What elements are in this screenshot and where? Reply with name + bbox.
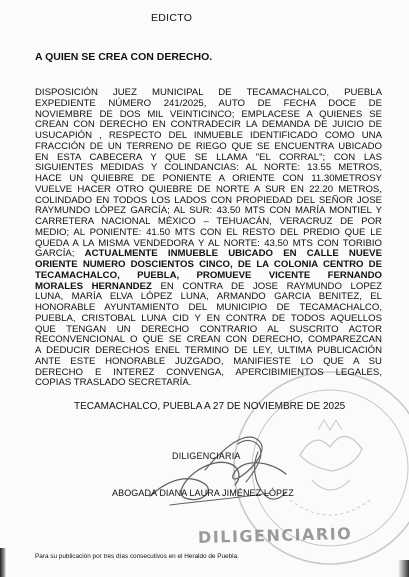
body-text-bold: MORALES HERNANDEZ: [35, 280, 152, 292]
publication-footer-note: Para su publicación por tres días consecutivos en el Heraldo de Puebla.: [35, 553, 239, 560]
document-title: EDICTO: [151, 12, 193, 24]
scan-edge-shadow: [398, 560, 409, 577]
body-text: LUNA, MARÍA ELVA LÓPEZ LUNA, ARMANDO GARCIA BENITEZ, EL: [35, 291, 382, 303]
body-text: DERECHO E INTEREZ CONVENGA, APERCIBIMIENTOS LEGALES,: [35, 366, 382, 378]
body-text: A DEDUCIR DERECHOS ENEL TERMINO DE LEY, ULTIMA PUBLICACIÓN: [35, 345, 382, 356]
place-and-date: TECAMACHALCO, PUEBLA A 27 DE NOVIEMBRE DE 2025: [74, 401, 346, 412]
addressee-heading: A QUIEN SE CREA CON DERECHO.: [35, 51, 213, 63]
body-text-bold: ACTUALMENTE INMUEBLE UBICADO EN CALLE NUEVE: [84, 248, 382, 260]
body-text: CARRETERA NACIONAL MÉXICO – TEHUACÁN, VERACRUZ DE POR: [35, 216, 382, 227]
diligenciario-stamp: DILIGENCIARIO: [197, 523, 353, 548]
body-text: GARCÍA;: [35, 248, 85, 260]
body-text: COLINDADO EN TODOS LOS LADOS CON PROPIEDAD DEL SEÑOR JOSE: [35, 194, 382, 206]
body-text: HONORABLE AYUNTAMIENTO DEL MUNICIPIO DE TECAMACHALCO,: [35, 302, 382, 313]
body-text: RECONVENCIONAL O QUE SE CREAN CON DERECHO, COMPAREZCAN: [35, 334, 382, 346]
body-text: SIGUIENTES MEDIDAS Y COLINDANCIAS: AL NORTE: 13.55 METROS,: [35, 162, 382, 174]
body-text-bold: TECAMACHALCO, PUEBLA, PROMUEVE VICENTE FERNANDO: [35, 269, 382, 281]
body-text: EN CONTRA DE JOSE RAYMUNDO LOPEZ: [151, 280, 382, 292]
body-text: MEDIO; AL PONIENTE: 41.50 MTS CON EL RESTO DEL PREDIO QUE LE: [35, 226, 382, 238]
body-text: FRACCIÓN DE UN TERRENO DE RIEGO QUE SE ENCUENTRA UBICADO: [35, 140, 382, 152]
body-line: [35, 378, 382, 389]
body-text: QUE TENGAN UN DERECHO CONTRARIO AL SUSCRITO ACTOR: [35, 323, 382, 335]
scan-edge-shadow: [0, 548, 6, 577]
body-text: ANTE ESTE HONORABLE JUZGADO, MANIFIESTE LO QUE A SU: [35, 355, 382, 367]
body-text: VUELVE HACER OTRO QUIEBRE DE NORTE A SUR EN 22.20 METROS,: [35, 183, 382, 195]
body-text: NOVIEMBRE DE DOS MIL VEINTICINCO; EMPLACESE A QUIENES SE: [35, 108, 382, 120]
body-text-bold: ORIENTE NUMERO DOSCIENTOS CINCO, DE LA COLONIA CENTRO DE: [35, 259, 382, 270]
body-text: EXPEDIENTE NÚMERO 241/2025, AUTO DE FECHA DOCE DE: [35, 97, 382, 109]
signatory-name: ABOGADA DIANA LAURA JIMÉNEZ LÓPEZ: [112, 488, 294, 498]
body-text: COPIAS TRASLADO SECRETARÍA.: [35, 377, 192, 389]
body-text: PUEBLA, CRISTOBAL LUNA CID Y EN CONTRA DE TODOS AQUELLOS: [35, 312, 382, 324]
body-text: RAYMUNDO LÓPEZ GARCÍA; AL SUR: 43.50 MTS CON MARÍA MONTIEL Y: [35, 205, 382, 217]
body-text: QUEDA A LA MISMA VENDEDORA Y AL NORTE: 43.50 MTS CON TORIBIO: [35, 237, 382, 249]
edict-body: [35, 88, 382, 389]
body-text: DISPOSICIÓN JUEZ MUNICIPAL DE TECAMACHALCO, PUEBLA: [35, 87, 382, 98]
signatory-role: DILIGENCIARIA: [172, 451, 241, 461]
body-text: CREAN CON DERECHO EN CONTRADECIR LA DEMANDA DE JUICIO DE: [35, 119, 382, 131]
body-text: USUCAPIÓN , RESPECTO DEL INMUEBLE IDENTIFICADO COMO UNA: [35, 130, 382, 141]
body-text: HACE UN QUIEBRE DE PONIENTE A ORIENTE CON 11.30METROSY: [35, 173, 382, 184]
body-text: EN ESTA CABECERA Y QUE SE LLAMA "EL CORRAL"; CON LAS: [35, 151, 382, 163]
